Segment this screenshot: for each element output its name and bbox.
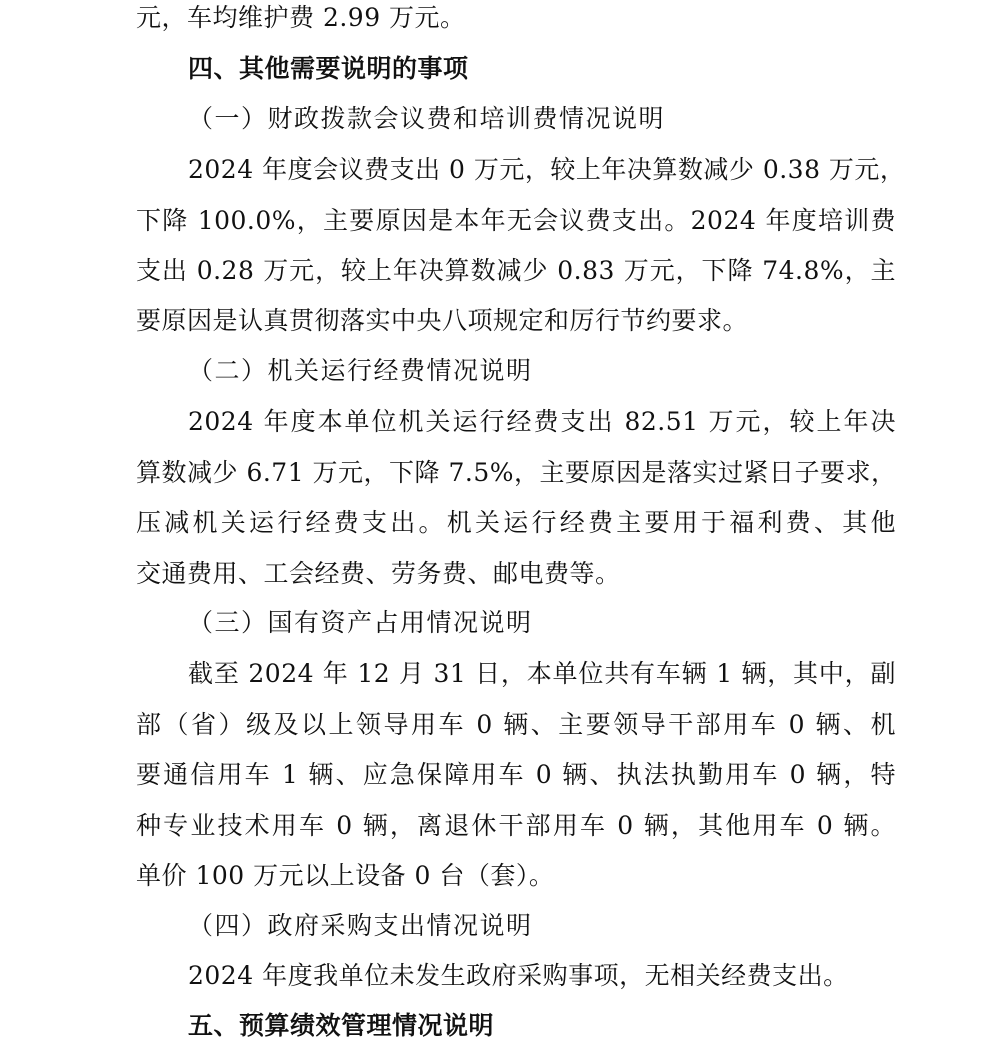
paragraph-line: 交通费用、工会经费、劳务费、邮电费等。 <box>136 559 621 588</box>
subsection-heading: （三）国有资产占用情况说明 <box>188 608 533 637</box>
paragraph-line: 算数减少 6.71 万元，下降 7.5%，主要原因是落实过紧日子要求， <box>136 458 897 487</box>
subsection-heading: （四）政府采购支出情况说明 <box>188 911 533 940</box>
paragraph-line: 2024 年度我单位未发生政府采购事项，无相关经费支出。 <box>188 961 849 990</box>
subsection-heading: （一）财政拨款会议费和培训费情况说明 <box>188 104 666 133</box>
paragraph-line: 2024 年度会议费支出 0 万元，较上年决算数减少 0.38 万元， <box>188 155 906 184</box>
paragraph-line: 部（省）级及以上领导用车 0 辆、主要领导干部用车 0 辆、机 <box>136 710 896 739</box>
section-heading: 五、预算绩效管理情况说明 <box>188 1011 495 1040</box>
paragraph-line: 单价 100 万元以上设备 0 台（套）。 <box>136 861 555 890</box>
paragraph-line: 元，车均维护费 2.99 万元。 <box>136 3 466 32</box>
paragraph-line: 种专业技术用车 0 辆，离退休干部用车 0 辆，其他用车 0 辆。 <box>136 811 896 840</box>
section-heading: 四、其他需要说明的事项 <box>188 54 469 83</box>
paragraph-line: 要通信用车 1 辆、应急保障用车 0 辆、执法执勤用车 0 辆，特 <box>136 760 896 789</box>
paragraph-line: 下降 100.0%，主要原因是本年无会议费支出。2024 年度培训费 <box>136 206 896 235</box>
paragraph-line: 2024 年度本单位机关运行经费支出 82.51 万元，较上年决 <box>188 407 896 436</box>
subsection-heading: （二）机关运行经费情况说明 <box>188 356 533 385</box>
paragraph-line: 要原因是认真贯彻落实中央八项规定和厉行节约要求。 <box>136 306 749 335</box>
paragraph-line: 支出 0.28 万元，较上年决算数减少 0.83 万元，下降 74.8%，主 <box>136 256 896 285</box>
paragraph-line: 压减机关运行经费支出。机关运行经费主要用于福利费、其他 <box>136 508 896 537</box>
paragraph-line: 截至 2024 年 12 月 31 日，本单位共有车辆 1 辆，其中，副 <box>188 659 896 688</box>
